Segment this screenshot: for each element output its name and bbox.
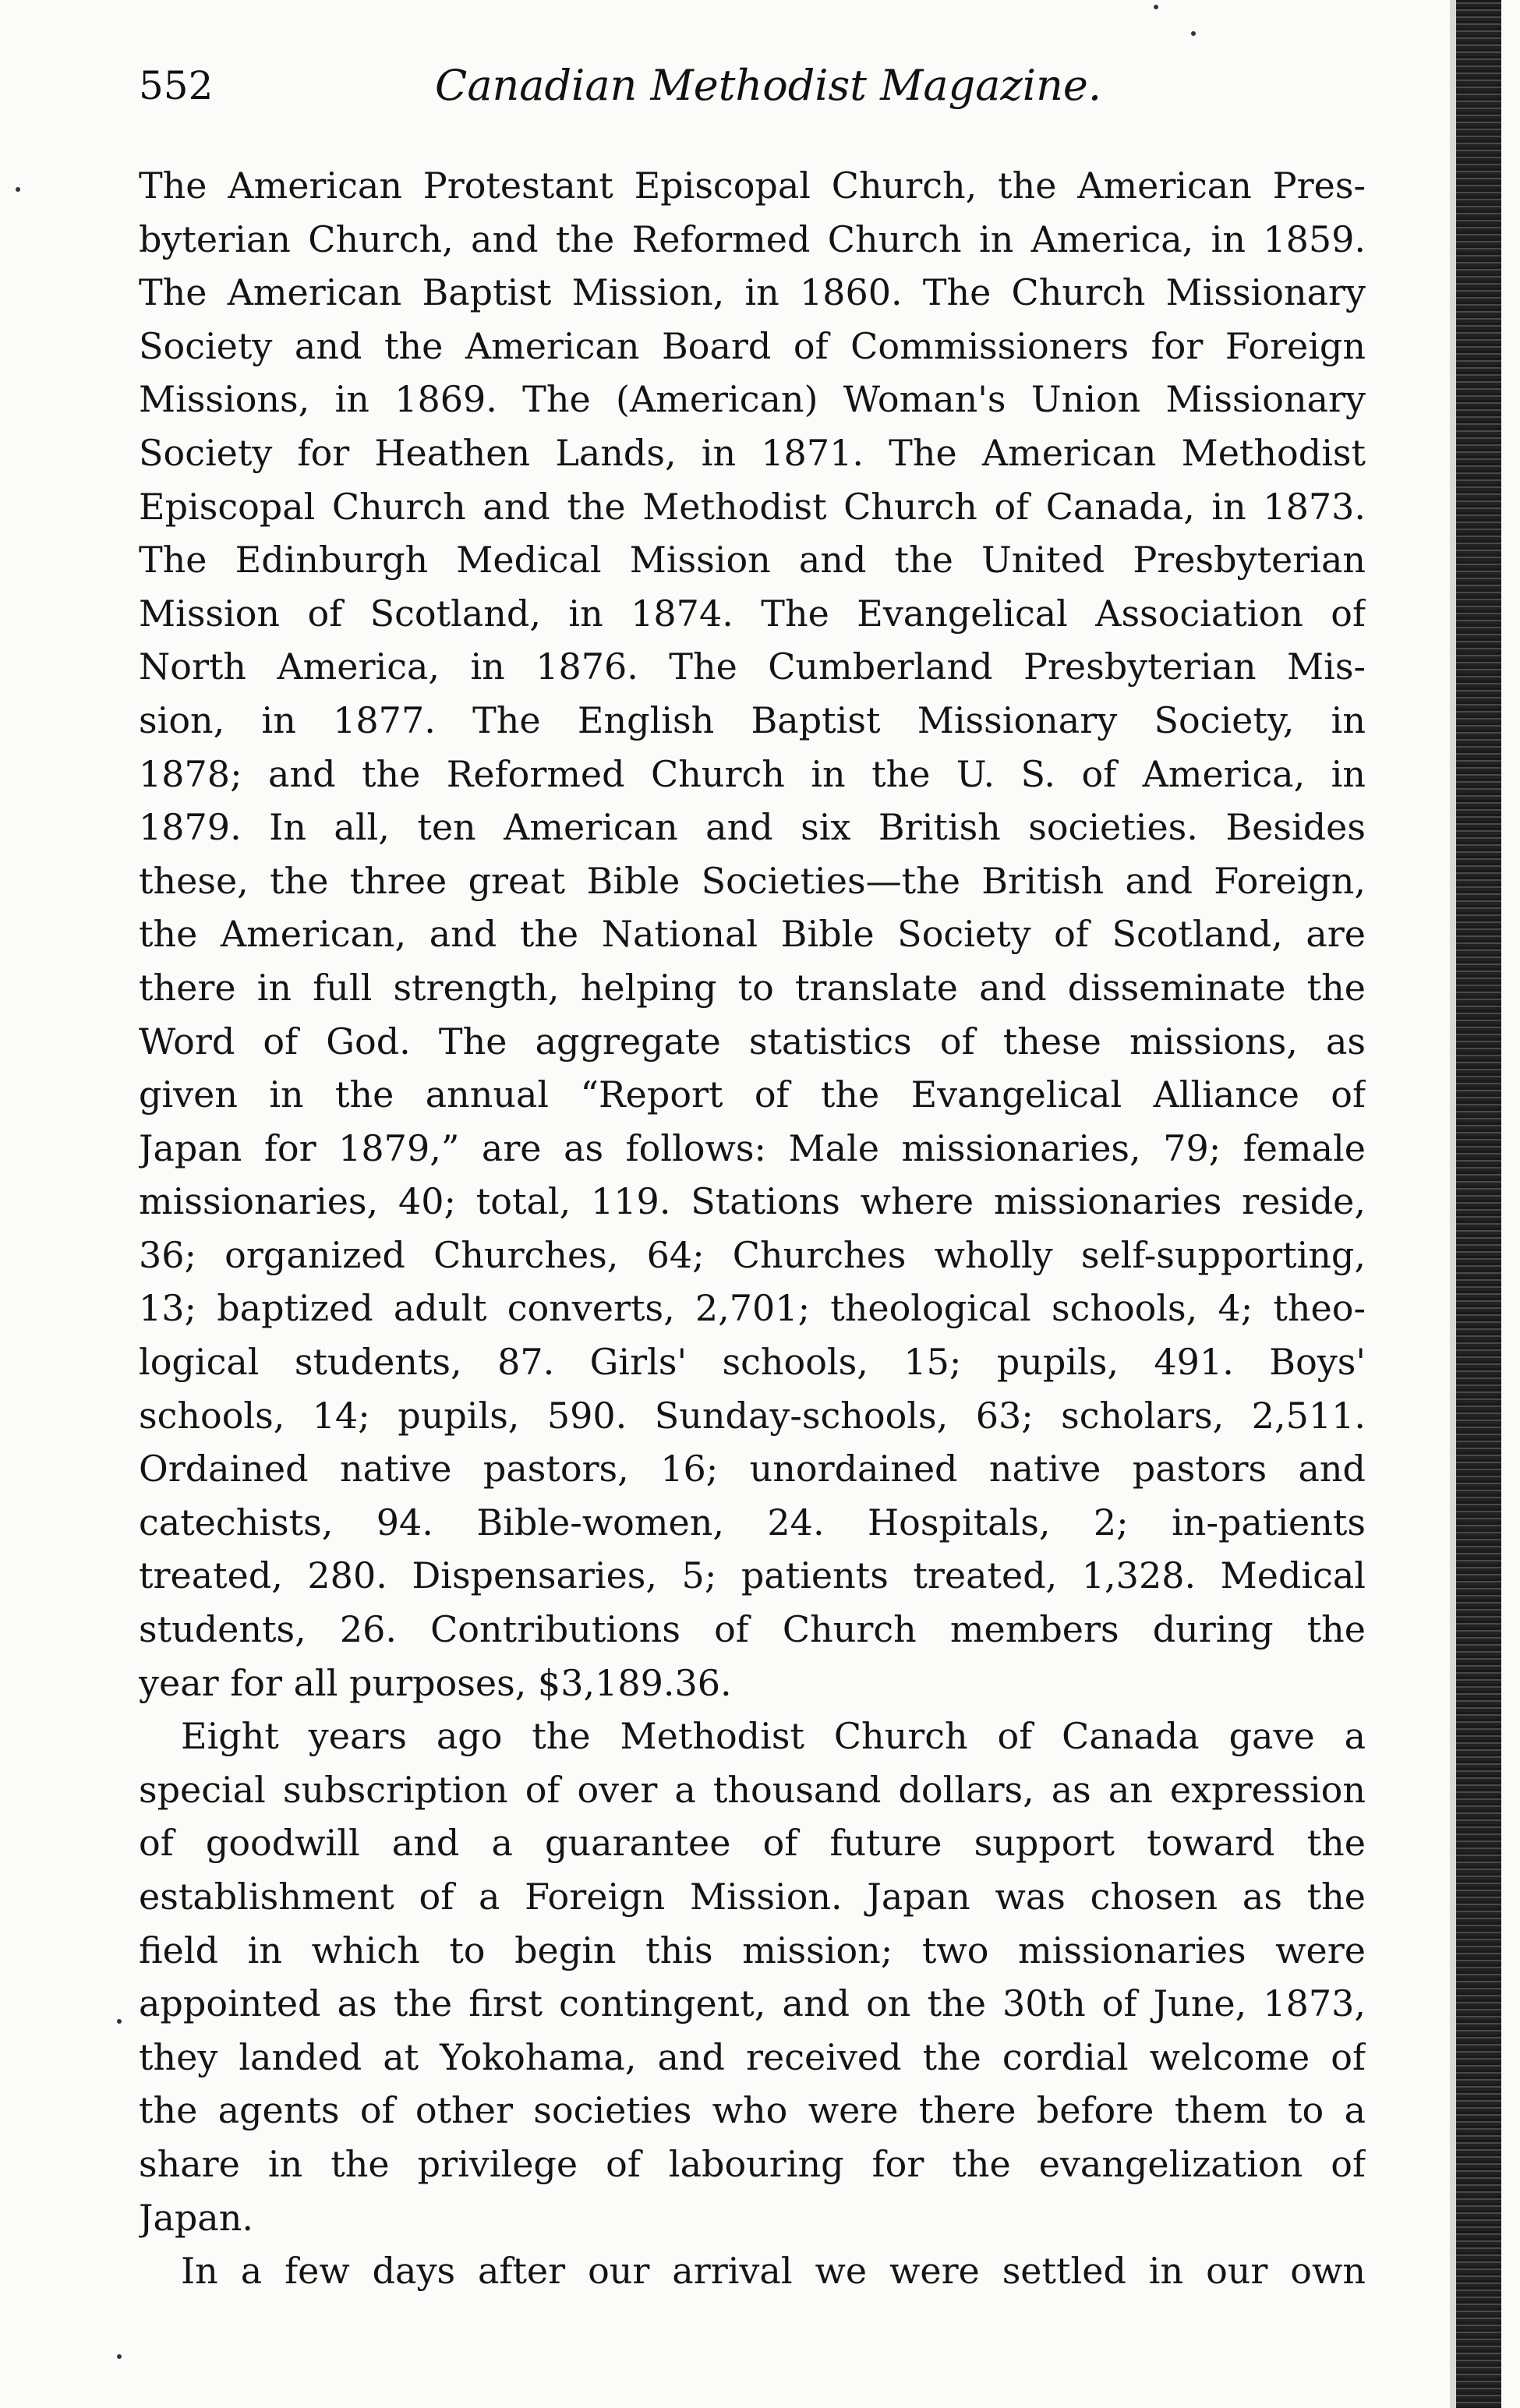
- text-line: Society and the American Board of Commissioners for Foreign: [139, 324, 1366, 367]
- text-line: these, the three great Bible Societies—the British and Foreign,: [139, 859, 1366, 902]
- running-head: Canadian Methodist Magazine.: [435, 61, 1101, 110]
- text-line: 36; organized Churches, 64; Churches wholly self-supporting,: [139, 1233, 1366, 1276]
- text-line: the agents of other societies who were there before them to a: [139, 2089, 1366, 2132]
- page-header: [139, 62, 1386, 125]
- text-line: Japan for 1879,” are as follows: Male missionaries, 79; female: [139, 1126, 1366, 1169]
- paragraph-start-line: Eight years ago the Methodist Church of Canada gave a: [181, 1715, 1366, 1758]
- text-line: sion, in 1877. The English Baptist Missionary Society, in: [139, 698, 1366, 741]
- text-line: 1879. In all, ten American and six British societies. Besides: [139, 806, 1366, 849]
- scan-speck: [16, 187, 20, 192]
- paragraph-end-line: Japan.: [139, 2196, 253, 2239]
- scan-speck: [117, 2354, 122, 2359]
- text-line: appointed as the first contingent, and on the 30th of June, 1873,: [139, 1982, 1366, 2025]
- text-line: The American Baptist Mission, in 1860. The Church Missionary: [139, 271, 1366, 314]
- text-line: 1878; and the Reformed Church in the U. S. of America, in: [139, 752, 1366, 795]
- text-line: there in full strength, helping to translate and disseminate the: [139, 966, 1366, 1009]
- text-line: Mission of Scotland, in 1874. The Evangelical Association of: [139, 592, 1366, 635]
- body-text: [139, 159, 1366, 2298]
- text-line: Episcopal Church and the Methodist Church of Canada, in 1873.: [139, 485, 1366, 528]
- text-line: share in the privilege of labouring for the evangelization of: [139, 2142, 1366, 2185]
- text-line: students, 26. Contributions of Church members during the: [139, 1608, 1366, 1651]
- text-line: catechists, 94. Bible-women, 24. Hospitals, 2; in-patients: [139, 1501, 1366, 1543]
- page-number: 552: [139, 63, 214, 108]
- text-line: The American Protestant Episcopal Church, the American Pres-: [139, 164, 1366, 207]
- scan-margin-bar: [1456, 0, 1501, 2408]
- text-line: special subscription of over a thousand dollars, as an expression: [139, 1768, 1366, 1811]
- text-line: North America, in 1876. The Cumberland Presbyterian Mis-: [139, 645, 1366, 688]
- scan-speck: [117, 2019, 122, 2024]
- text-line: Missions, in 1869. The (American) Woman's Union Missionary: [139, 378, 1366, 421]
- text-line: of goodwill and a guarantee of future support toward the: [139, 1822, 1366, 1865]
- text-line: treated, 280. Dispensaries, 5; patients treated, 1,328. Medical: [139, 1554, 1366, 1597]
- text-line: Society for Heathen Lands, in 1871. The American Methodist: [139, 431, 1366, 474]
- text-line: they landed at Yokohama, and received the cordial welcome of: [139, 2035, 1366, 2078]
- text-line: schools, 14; pupils, 590. Sunday-schools, 63; scholars, 2,511.: [139, 1394, 1366, 1437]
- text-line: the American, and the National Bible Society of Scotland, are: [139, 913, 1366, 956]
- text-line: Word of God. The aggregate statistics of these missions, as: [139, 1020, 1366, 1063]
- text-line: The Edinburgh Medical Mission and the United Presbyterian: [139, 539, 1366, 582]
- paragraph-end-line: year for all purposes, $3,189.36.: [139, 1661, 732, 1704]
- scan-speck: [1191, 31, 1196, 36]
- text-line: byterian Church, and the Reformed Church in America, in 1859.: [139, 217, 1366, 260]
- text-line: logical students, 87. Girls' schools, 15; pupils, 491. Boys': [139, 1341, 1366, 1384]
- text-line: missionaries, 40; total, 119. Stations where missionaries reside,: [139, 1180, 1366, 1223]
- text-line: field in which to begin this mission; two missionaries were: [139, 1929, 1366, 1971]
- text-line: given in the annual “Report of the Evangelical Alliance of: [139, 1073, 1366, 1116]
- text-line: establishment of a Foreign Mission. Japan was chosen as the: [139, 1876, 1366, 1918]
- text-line: 13; baptized adult converts, 2,701; theological schools, 4; theo-: [139, 1287, 1366, 1330]
- paragraph-start-line: In a few days after our arrival we were settled in our own: [181, 2250, 1366, 2293]
- scan-speck: [1154, 5, 1158, 9]
- text-line: Ordained native pastors, 16; unordained native pastors and: [139, 1448, 1366, 1490]
